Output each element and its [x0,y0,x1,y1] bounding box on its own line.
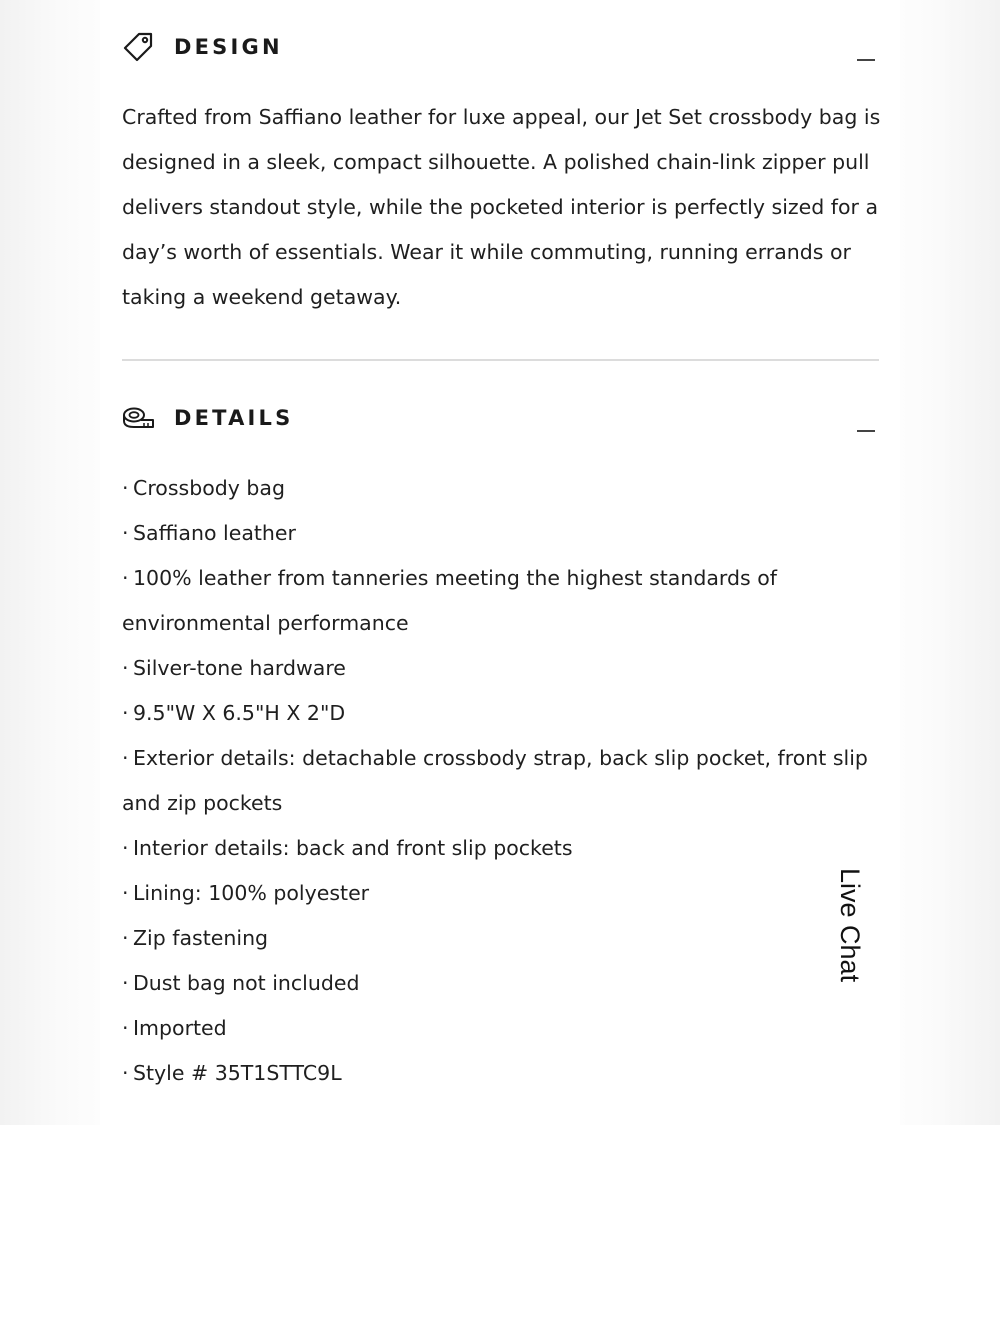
bullet: · [122,476,129,500]
design-description: Crafted from Saffiano leather for luxe appeal, our Jet Set crossbody bag is designed in a sleek, compact silhouette. A polished chain-link zipper pull delivers standout style, while the pocketed interior is perfectly sized for a day’s worth of essentials. Wear it while commuting, running errands or taking a weekend getaway. [122,105,881,309]
list-item [122,691,884,736]
bullet: · [122,566,129,590]
list-item-text: Zip fastening [133,926,269,950]
list-item-text: Exterior details: detachable crossbody strap, back slip pocket, front slip and zip pockets [122,746,868,815]
list-item [122,736,884,826]
list-item [122,1006,884,1051]
list-item-text: Interior details: back and front slip pockets [133,836,573,860]
bullet: · [122,836,129,860]
tag-icon [122,30,156,64]
bullet: · [122,521,129,545]
bullet: · [122,926,129,950]
list-item [122,511,884,556]
list-item-text: Silver-tone hardware [133,656,346,680]
bullet: · [122,1061,129,1085]
details-section-header[interactable] [122,398,293,438]
list-item [122,556,884,646]
list-item [122,466,884,511]
bullet: · [122,1016,129,1040]
bullet: · [122,746,129,770]
design-section-title: DESIGN [174,35,283,59]
minus-icon [857,59,875,61]
list-item [122,961,884,1006]
design-section-header[interactable] [122,27,283,67]
details-section-title: DETAILS [174,406,294,430]
list-item-text: Lining: 100% polyester [133,881,370,905]
bullet: · [122,656,129,680]
measuring-tape-icon [122,401,156,435]
live-chat-button[interactable] [835,868,885,998]
list-item-text: 9.5"W X 6.5"H X 2"D [133,701,346,725]
minus-icon [857,430,875,432]
list-item-text: 100% leather from tanneries meeting the highest standards of environmental performance [122,566,777,635]
list-item [122,871,884,916]
bullet: · [122,701,129,725]
bullet: · [122,881,129,905]
list-item-text: Dust bag not included [133,971,360,995]
list-item-text: Saffiano leather [133,521,296,545]
list-item [122,826,884,871]
details-collapse-toggle[interactable] [855,420,877,442]
details-list [122,466,884,1096]
live-chat-label: Live Chat [835,868,865,983]
bullet: · [122,971,129,995]
list-item [122,646,884,691]
section-divider [122,359,879,361]
list-item [122,916,884,961]
list-item [122,1051,884,1096]
design-collapse-toggle[interactable] [855,49,877,71]
list-item-text: Crossbody bag [133,476,285,500]
list-item-text: Imported [133,1016,227,1040]
list-item-text: Style # 35T1STTC9L [133,1061,342,1085]
